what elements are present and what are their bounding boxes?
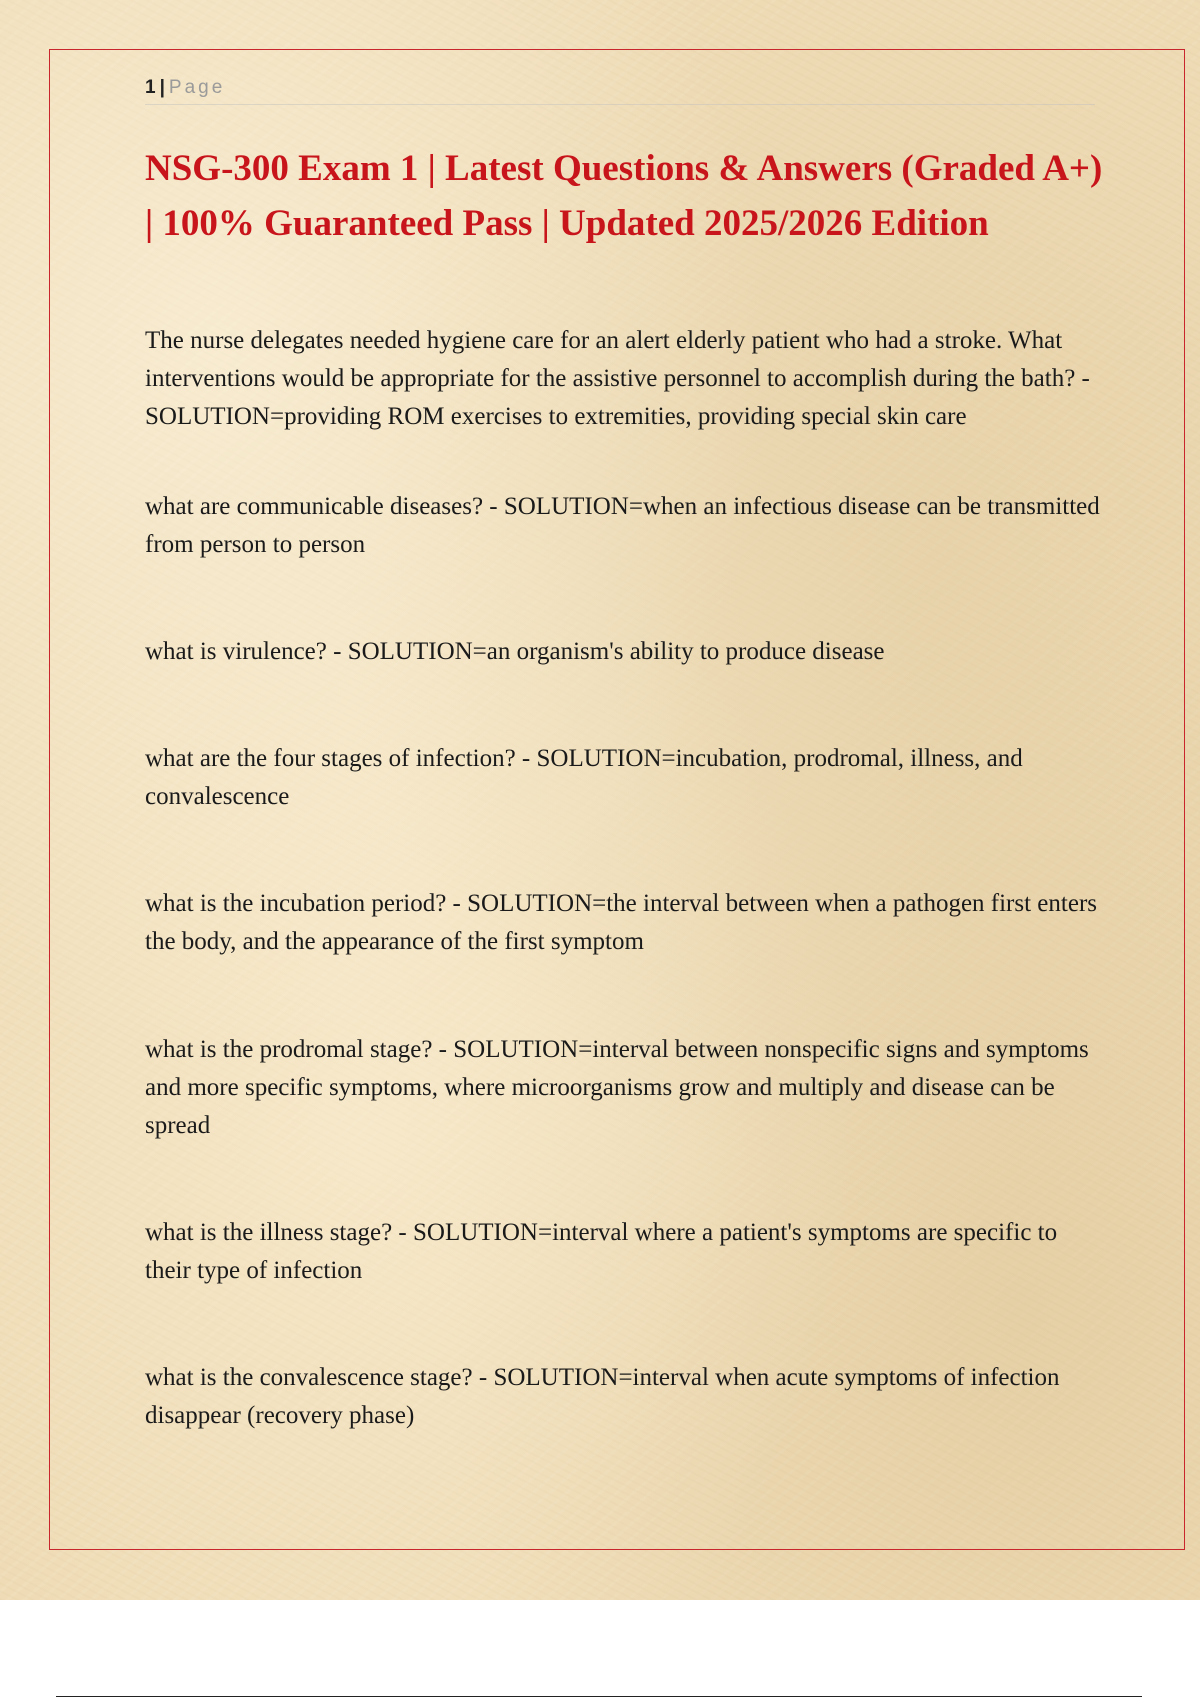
- page-header: [145, 74, 1095, 105]
- document-title: NSG-300 Exam 1 | Latest Questions & Answers (Graded A+) | 100% Guaranteed Pass | Updated 2025/2026 Edition: [145, 148, 1103, 244]
- qa-item: what are communicable diseases? - SOLUTION=when an infectious disease can be transmitted from person to person: [145, 493, 1100, 558]
- qa-item: what is the prodromal stage? - SOLUTION=interval between nonspecific signs and symptoms and more specific symptoms, where microorganisms grow and multiply and disease can be spread: [145, 1036, 1089, 1139]
- page-number: 1: [145, 77, 156, 98]
- page-separator: |: [159, 77, 165, 98]
- qa-item: what is the illness stage? - SOLUTION=interval where a patient's symptoms are specific to their type of infection: [145, 1219, 1058, 1284]
- page-label: Page: [168, 77, 226, 98]
- qa-item: The nurse delegates needed hygiene care for an alert elderly patient who had a stroke. What interventions would be appropriate for the assistive personnel to accomplish during the bath? - SOLUTION=providing ROM exercises to extremities, providing special skin care: [145, 327, 1090, 430]
- qa-item: what is the convalescence stage? - SOLUTION=interval when acute symptoms of infection disappear (recovery phase): [145, 1364, 1060, 1429]
- qa-item: what are the four stages of infection? - SOLUTION=incubation, prodromal, illness, and convalescence: [145, 745, 1023, 810]
- qa-item: what is the incubation period? - SOLUTION=the interval between when a pathogen first enters the body, and the appearance of the first symptom: [145, 890, 1098, 955]
- qa-item: what is virulence? - SOLUTION=an organism's ability to produce disease: [145, 638, 885, 665]
- footer-rule: [56, 1696, 1142, 1697]
